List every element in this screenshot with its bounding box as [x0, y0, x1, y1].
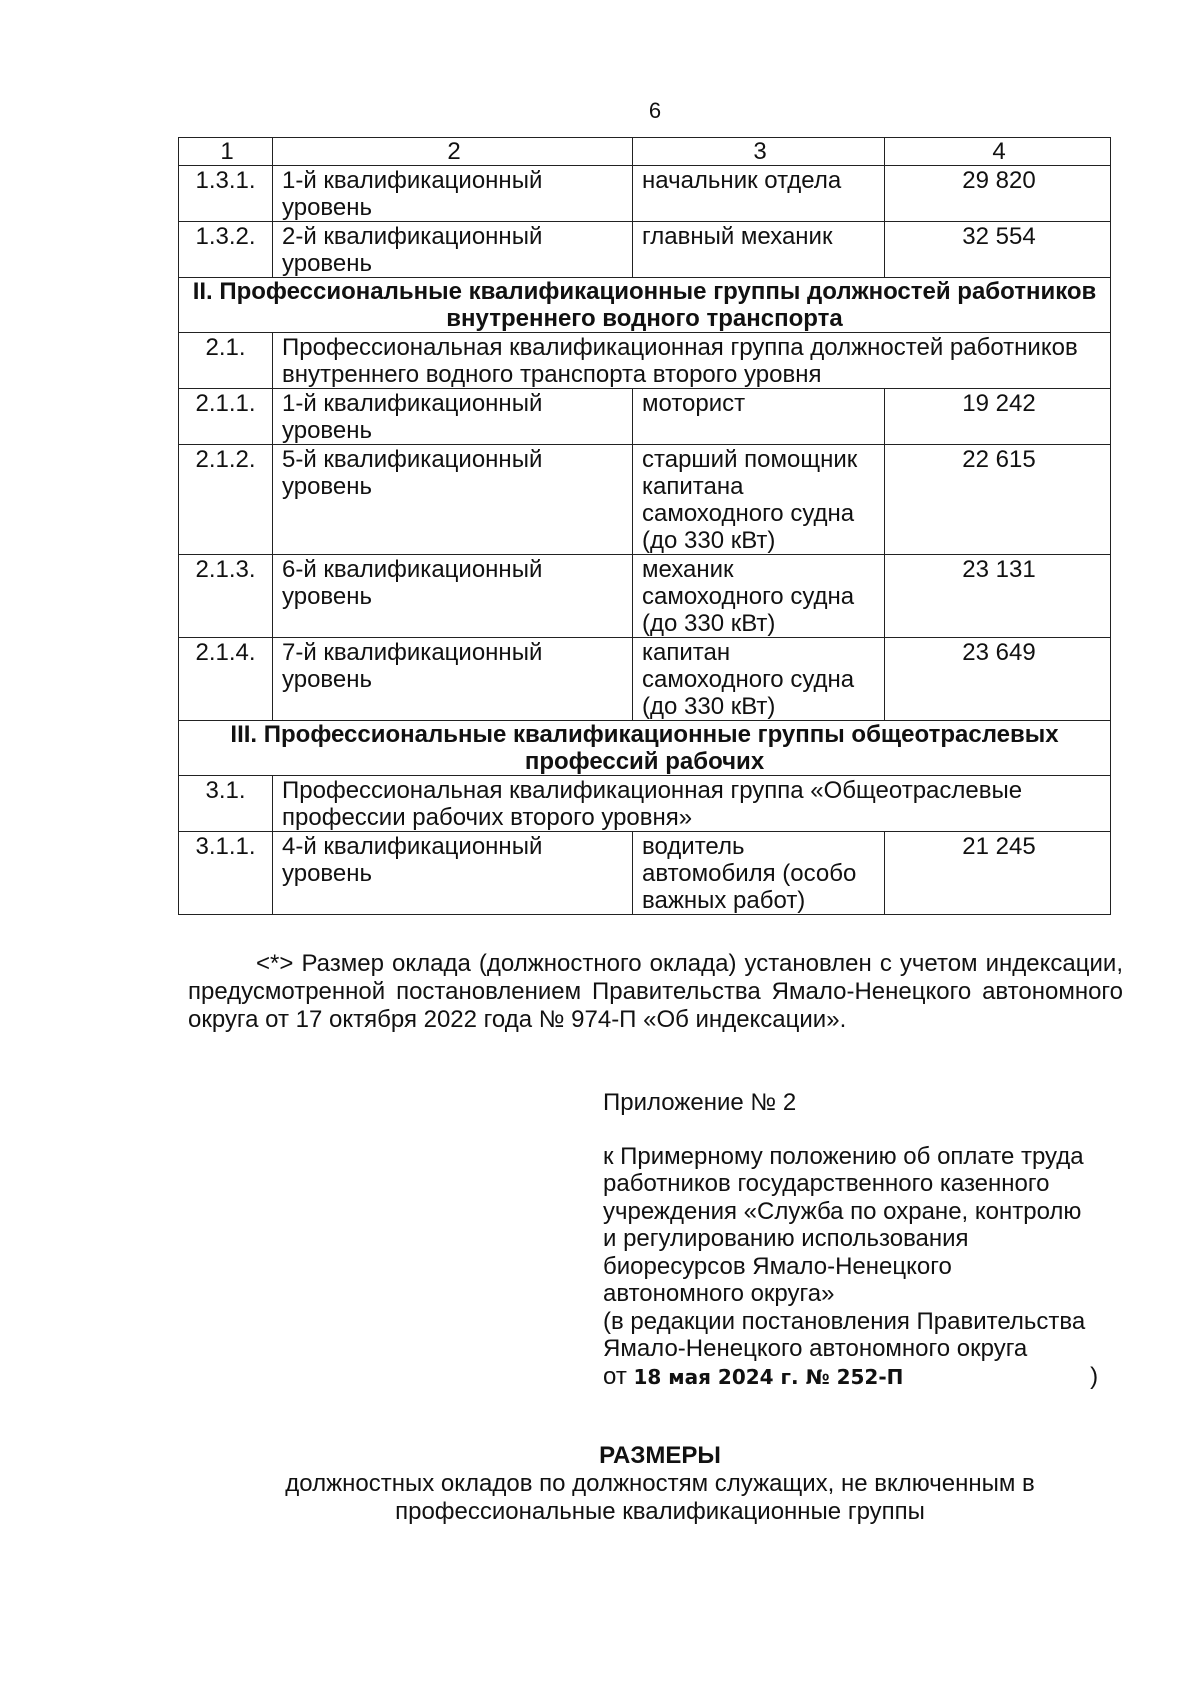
appendix-line: автономного округа»: [603, 1280, 835, 1307]
position-name: начальник отдела: [633, 166, 885, 222]
qualification-level: 7-й квалификационный уровень: [273, 638, 633, 721]
row-number: 2.1.1.: [179, 389, 273, 445]
salary-amount: 29 820: [885, 166, 1111, 222]
table-row: [179, 166, 1111, 222]
appendix-line: биоресурсов Ямало-Ненецкого: [603, 1252, 952, 1280]
appendix-line: работников государственного казенного: [603, 1170, 1050, 1197]
appendix-line: и регулированию использования: [603, 1225, 969, 1252]
group-row: [179, 333, 1111, 389]
appendix-date-line: [603, 1363, 1123, 1392]
qualification-level: 1-й квалификационный уровень: [273, 166, 633, 222]
salary-table: [178, 137, 1111, 915]
salary-table-body: [179, 138, 1111, 915]
row-number: 1.3.2.: [179, 222, 273, 278]
decree-date-number: 18 мая 2024 г. № 252-П: [633, 1364, 904, 1389]
position-name: водитель автомобиля (особо важных работ): [633, 832, 885, 915]
group-row: [179, 776, 1111, 832]
qualification-level: 1-й квалификационный уровень: [273, 389, 633, 445]
salary-amount: 23 131: [885, 555, 1111, 638]
subheading-line: должностных окладов по должностям служащих, не включенным в: [285, 1470, 1035, 1497]
appendix-line: (в редакции постановления Правительства: [603, 1307, 1086, 1335]
row-number: 3.1.: [179, 776, 273, 832]
qualification-level: 6-й квалификационный уровень: [273, 555, 633, 638]
group-title: Профессиональная квалификационная группа должностей работников внутреннего водного транспорта второго уровня: [273, 333, 1111, 389]
row-number: 2.1.4.: [179, 638, 273, 721]
row-number: 2.1.3.: [179, 555, 273, 638]
column-header: 2: [273, 138, 633, 166]
table-row: [179, 638, 1111, 721]
appendix-line: к Примерному положению об оплате труда: [603, 1142, 1084, 1170]
appendix-reference: [603, 1143, 1123, 1363]
position-name: моторист: [633, 389, 885, 445]
group-title: Профессиональная квалификационная группа «Общеотраслевые профессии рабочих второго уровня»: [273, 776, 1111, 832]
row-number: 1.3.1.: [179, 166, 273, 222]
table-row: [179, 832, 1111, 915]
row-number: 2.1.2.: [179, 445, 273, 555]
column-header: 4: [885, 138, 1111, 166]
position-name: главный механик: [633, 222, 885, 278]
position-name: старший помощник капитана самоходного судна (до 330 кВт): [633, 445, 885, 555]
appendix-block: [603, 1089, 1123, 1391]
section-row: [179, 721, 1111, 776]
column-header: 3: [633, 138, 885, 166]
page-number: 6: [648, 98, 662, 123]
appendix-title: Приложение № 2: [603, 1089, 797, 1116]
qualification-level: 5-й квалификационный уровень: [273, 445, 633, 555]
subheading-line: профессиональные квалификационные группы: [395, 1498, 925, 1525]
section-subheading: [0, 1470, 1200, 1526]
table-row: [179, 555, 1111, 638]
row-number: 3.1.1.: [179, 832, 273, 915]
date-prefix: от: [603, 1362, 627, 1390]
qualification-level: 4-й квалификационный уровень: [273, 832, 633, 915]
appendix-line: Ямало-Ненецкого автономного округа: [603, 1335, 1028, 1362]
qualification-level: 2-й квалификационный уровень: [273, 222, 633, 278]
section-title: II. Профессиональные квалификационные группы должностей работников внутреннего водного транспорта: [179, 278, 1111, 333]
position-name: капитан самоходного судна (до 330 кВт): [633, 638, 885, 721]
table-row: [179, 389, 1111, 445]
salary-amount: 19 242: [885, 389, 1111, 445]
position-name: механик самоходного судна (до 330 кВт): [633, 555, 885, 638]
row-number: 2.1.: [179, 333, 273, 389]
column-header: 1: [179, 138, 273, 166]
section-title: III. Профессиональные квалификационные группы общеотраслевых профессий рабочих: [179, 721, 1111, 776]
closing-parenthesis: ): [1090, 1362, 1099, 1390]
section-row: [179, 278, 1111, 333]
footnote: <*> Размер оклада (должностного оклада) установлен с учетом индексации, предусмотренной постановлением Правительства Ямало-Ненецкого автономного округа от 17 октября 2022 года № 974-П «Об индексации».: [188, 950, 1123, 1033]
section-heading: РАЗМЕРЫ: [599, 1442, 721, 1469]
salary-amount: 23 649: [885, 638, 1111, 721]
salary-amount: 32 554: [885, 222, 1111, 278]
salary-amount: 21 245: [885, 832, 1111, 915]
table-row: [179, 222, 1111, 278]
table-row: [179, 445, 1111, 555]
table-header-row: [179, 138, 1111, 166]
salary-amount: 22 615: [885, 445, 1111, 555]
appendix-line: учреждения «Служба по охране, контролю: [603, 1197, 1082, 1225]
